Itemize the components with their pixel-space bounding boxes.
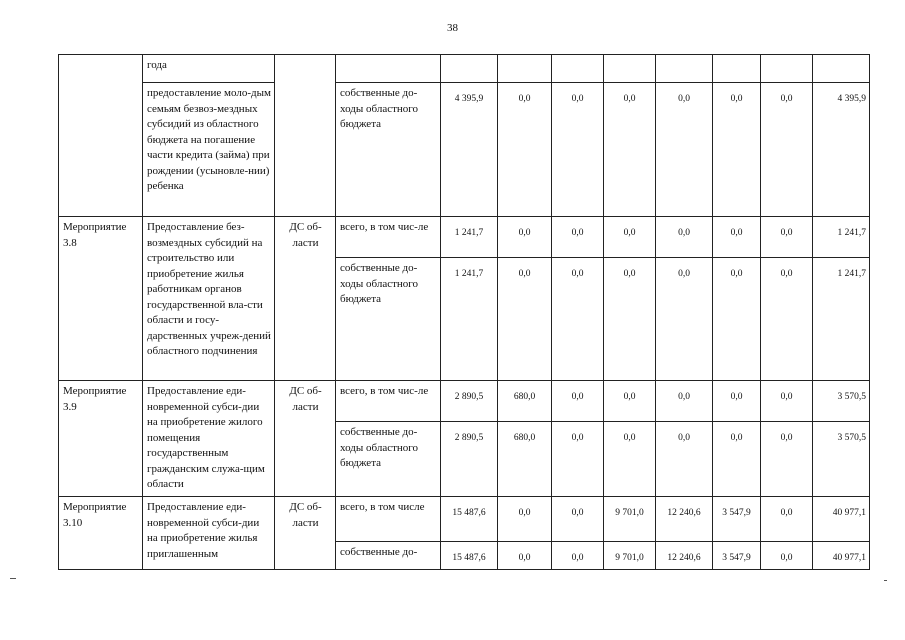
source-cell: собственные до-ходы областного бюджета [336, 258, 441, 381]
value-cell: 4 395,9 [441, 83, 498, 217]
value-cell: 0,0 [552, 422, 604, 497]
value-cell: 0,0 [656, 381, 713, 422]
value-cell: 0,0 [604, 258, 656, 381]
value-cell: 0,0 [604, 422, 656, 497]
value-cell: 2 890,5 [441, 422, 498, 497]
measure-cell: Мероприятие 3.8 [59, 217, 143, 381]
value-cell: 0,0 [552, 258, 604, 381]
value-cell: 0,0 [713, 258, 761, 381]
total-cell [813, 55, 870, 83]
description-cell: Предоставление еди-новременной субси-дии на приобретение жилья приглашенным [143, 497, 275, 570]
value-cell: 0,0 [713, 83, 761, 217]
measure-cell [59, 55, 143, 217]
value-cell: 0,0 [498, 258, 552, 381]
value-cell: 0,0 [552, 497, 604, 542]
total-cell: 3 570,5 [813, 422, 870, 497]
value-cell: 0,0 [604, 83, 656, 217]
value-cell: 0,0 [498, 497, 552, 542]
source-cell: собственные до-ходы областного бюджета [336, 422, 441, 497]
value-cell: 15 487,6 [441, 497, 498, 542]
value-cell: 9 701,0 [604, 542, 656, 570]
value-cell [761, 55, 813, 83]
value-cell: 12 240,6 [656, 542, 713, 570]
measure-cell: Мероприятие 3.9 [59, 381, 143, 497]
table-row [59, 497, 870, 542]
value-cell: 0,0 [761, 217, 813, 258]
value-cell: 1 241,7 [441, 258, 498, 381]
total-cell: 1 241,7 [813, 258, 870, 381]
description-cell: Предоставление без-возмездных субсидий на строительство или приобретение жилья работникам органов государственной вла-сти области и госу-дарственных учреж-дений областного подчинения [143, 217, 275, 381]
scan-mark [884, 580, 887, 581]
responsible-cell [275, 55, 336, 217]
value-cell: 0,0 [498, 542, 552, 570]
value-cell: 0,0 [498, 83, 552, 217]
total-cell: 40 977,1 [813, 497, 870, 542]
value-cell: 0,0 [713, 422, 761, 497]
value-cell [498, 55, 552, 83]
total-cell: 40 977,1 [813, 542, 870, 570]
value-cell: 680,0 [498, 381, 552, 422]
value-cell [604, 55, 656, 83]
value-cell: 0,0 [761, 381, 813, 422]
source-cell: собственные до-ходы областного бюджета [336, 83, 441, 217]
table-row [59, 217, 870, 258]
source-cell: всего, в том числе [336, 497, 441, 542]
value-cell: 0,0 [552, 83, 604, 217]
measure-cell: Мероприятие 3.10 [59, 497, 143, 570]
value-cell: 0,0 [552, 381, 604, 422]
source-cell: всего, в том чис-ле [336, 381, 441, 422]
table-row [59, 83, 870, 217]
page-number: 38 [447, 22, 458, 34]
value-cell: 2 890,5 [441, 381, 498, 422]
value-cell: 0,0 [656, 258, 713, 381]
total-cell: 4 395,9 [813, 83, 870, 217]
value-cell: 0,0 [656, 422, 713, 497]
value-cell: 0,0 [761, 258, 813, 381]
value-cell: 680,0 [498, 422, 552, 497]
value-cell: 0,0 [552, 217, 604, 258]
value-cell: 3 547,9 [713, 542, 761, 570]
value-cell [713, 55, 761, 83]
value-cell: 0,0 [761, 422, 813, 497]
value-cell: 0,0 [713, 381, 761, 422]
description-cell: Предоставление еди-новременной субси-дии на приобретение жилого помещения государственным гражданским служа-щим области [143, 381, 275, 497]
value-cell: 0,0 [656, 217, 713, 258]
source-cell [336, 55, 441, 83]
table-row [59, 55, 870, 83]
value-cell: 0,0 [713, 217, 761, 258]
value-cell: 0,0 [498, 217, 552, 258]
value-cell: 1 241,7 [441, 217, 498, 258]
budget-table [58, 54, 870, 570]
value-cell: 15 487,6 [441, 542, 498, 570]
source-cell: всего, в том чис-ле [336, 217, 441, 258]
value-cell: 0,0 [552, 542, 604, 570]
table-row [59, 381, 870, 422]
scan-mark [10, 578, 16, 579]
value-cell [552, 55, 604, 83]
value-cell: 9 701,0 [604, 497, 656, 542]
total-cell: 3 570,5 [813, 381, 870, 422]
value-cell [656, 55, 713, 83]
value-cell: 0,0 [761, 497, 813, 542]
value-cell: 0,0 [761, 542, 813, 570]
responsible-cell: ДС об-ласти [275, 381, 336, 497]
description-cell: предоставление моло-дым семьям безвоз-мездных субсидий из областного бюджета на погашение части кредита (займа) при рождении (усыновле-нии) ребенка [143, 83, 275, 217]
value-cell: 0,0 [761, 83, 813, 217]
value-cell [441, 55, 498, 83]
value-cell: 0,0 [604, 217, 656, 258]
value-cell: 0,0 [604, 381, 656, 422]
value-cell: 12 240,6 [656, 497, 713, 542]
description-cell: года [143, 55, 275, 83]
total-cell: 1 241,7 [813, 217, 870, 258]
responsible-cell: ДС об-ласти [275, 497, 336, 570]
value-cell: 0,0 [656, 83, 713, 217]
responsible-cell: ДС об-ласти [275, 217, 336, 381]
value-cell: 3 547,9 [713, 497, 761, 542]
source-cell: собственные до- [336, 542, 441, 570]
